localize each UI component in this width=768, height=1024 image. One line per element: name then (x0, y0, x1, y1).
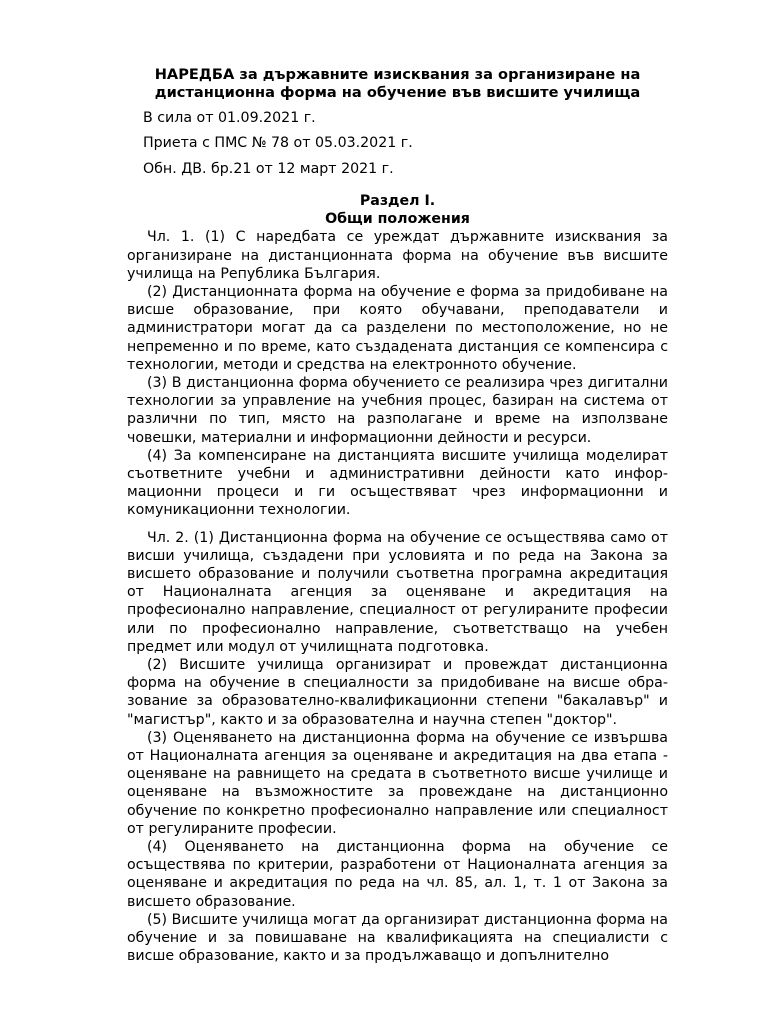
effective-date: В сила от 01.09.2021 г. (143, 109, 316, 126)
article-2-paragraph-4: (4) Оценяването на дистанционна форма на обучение се осъществява по критерии, разработени от Националната агенция за оценяване и акредитация по реда на чл. 85, ал. 1, т. 1 от Закона за висшето образование. (127, 839, 668, 910)
article-1-paragraph-4: (4) За компенсиране на дистанцията висшите училища моделират съответните учебни и административни дейности като информационни процеси и ги осъществяват чрез информационни и комуникационни технологии. (127, 447, 668, 519)
article-2-paragraph-2: (2) Висшите училища организират и провеждат дистанционна форма на обучение в специалности за придобиване на висше образование за образователно-квалификационни степени "бакалавър" и "магистър", както и за образователна и научна степен "доктор". (127, 656, 668, 728)
article-1-paragraph-2: (2) Дистанционната форма на обучение е форма за придобиване на висше образование, при която обучавани, преподаватели и администратори могат да са разделени по местоположение, но не непременно и по време, като създадената дистанция се компенсира с технологии, методи и средства на електронното обучение. (127, 283, 668, 373)
article-2-paragraph-5: (5) Висшите училища могат да организират дистанционна форма на обучение и за повишаване на квалификацията на специалисти с висше образование, както и за продължаващо и допълнително (127, 911, 668, 965)
document-title: НАРЕДБА за държавните изисквания за организиране на дистанционна форма на обучение във висшите училища (154, 66, 641, 102)
adoption-info: Приета с ПМС № 78 от 05.03.2021 г. (143, 135, 413, 152)
article-2-paragraph-3: (3) Оценяването на дистанционна форма на обучение се извършва от Националната агенция за оценяване и акредитация на два етапа - оценяване на равнището на средата в съответното висше училище и оценяване на възможностите за провеждане на дистанционно обучение по конкретно професионално направление или специалност от регулираните професии. (127, 729, 668, 837)
publication-info: Обн. ДВ. бр.21 от 12 март 2021 г. (143, 160, 394, 177)
document-page (127, 66, 668, 965)
article-1-paragraph-1: Чл. 1. (1) С наредбата се уреждат държавните изисквания за организиране на дистанционната форма на обучение във висшите училища на Република България. (127, 229, 668, 282)
article-2-paragraph-1: Чл. 2. (1) Дистанционна форма на обучение се осъществява само от висши училища, създадени при условията и по реда на Закона за висшето образование и получили съответна програмна акредитация от Националната агенция за оценяване и акредитация на професионално направление, специалност от регулираните професии или по професионално направление, съответстващо на учебен предмет или модул от училищната подготовка. (127, 529, 668, 655)
section-heading (127, 192, 668, 228)
section-number: Раздел I. (359, 193, 436, 210)
article-1-paragraph-3: (3) В дистанционна форма обучението се реализира чрез дигитални технологии за управление на учебния процес, базиран на система от различни по тип, място на разполагане и време на използване човешки, материални и информационни дейности и ресурси. (127, 374, 668, 446)
section-title: Общи положения (325, 211, 470, 228)
document-meta (127, 109, 668, 180)
